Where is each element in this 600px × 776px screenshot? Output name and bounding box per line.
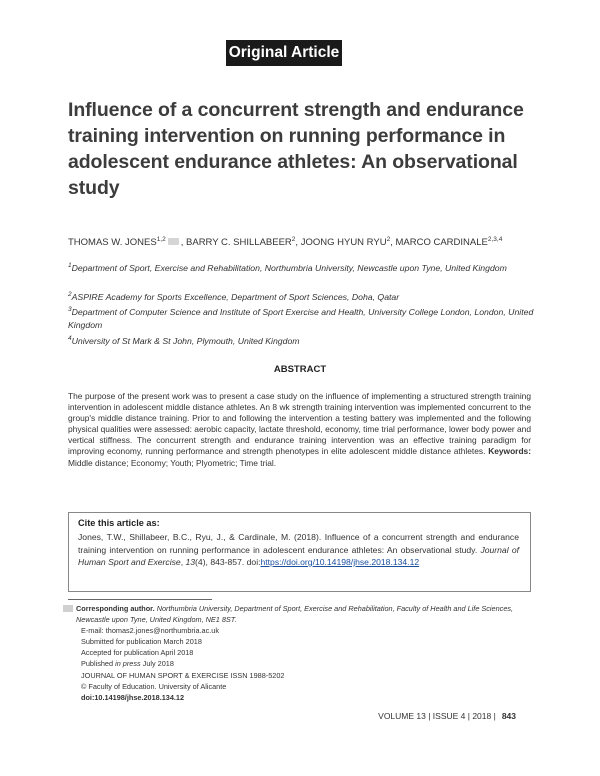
correspondence-block [76,603,532,703]
author-sep: , [390,237,396,248]
affiliation-1 [68,262,548,275]
journal-issn-line: JOURNAL OF HUMAN SPORT & EXERCISE ISSN 1988-5202 [81,670,285,680]
doi-line: doi:10.14198/jhse.2018.134.12 [81,692,185,702]
affiliation-num: 3 [68,306,72,313]
accepted-line: Accepted for publication April 2018 [81,648,194,658]
email-icon[interactable] [63,605,73,612]
footer-issue: VOLUME 13 | ISSUE 4 | 2018 | [378,711,496,721]
author-name: JOONG HYUN RYU [300,237,387,248]
keywords: Middle distance; Economy; Youth; Plyometric; Time trial. [68,457,277,468]
author-name: BARRY C. SHILLABEER [186,237,292,248]
author-sep: , [295,237,301,248]
citation-volume: 13 [185,557,196,567]
author-affiliation-sup: 2 [386,236,391,243]
citation-lead: Jones, T.W., Shillabeer, B.C., Ryu, J., & Cardinale, M. (2018). Influence of a concurrent strength and endurance training intervention on running performance in adolescent endurance athletes: An observational study. [78,532,519,555]
email-line[interactable]: E-mail: thomas2.jones@northumbria.ac.uk [81,626,219,636]
abstract-heading: ABSTRACT [273,364,327,375]
page-footer [378,711,516,721]
abstract-text: The purpose of the present work was to present a case study on the influence of implementing a structured strength training intervention in adolescent middle distance athletes. An 8 wk strength training intervention was implemented concurrent to the group's middle distance training. Prior to and following the intervention a testing battery was implemented and the following physical qualities were assessed: aerobic capacity, lactate threshold, economy, time trial performance, lower body power and vertical stiffness. The concurrent strength and endurance training intervention was an effective training paradigm for improving economy, running performance and strength phenotypes in elite adolescent middle distance athletes. [68,391,531,457]
affiliation-text: University of St Mark & St John, Plymouth, United Kingdom [71,336,300,346]
affiliation-2 [68,291,548,304]
footnote-rule [68,599,212,600]
published-in-press: in press [115,659,141,669]
published-prefix: Published [81,659,116,669]
affiliation-3 [68,306,548,332]
affiliation-4 [68,335,548,348]
affiliation-text: Department of Sport, Exercise and Rehabilitation, Northumbria University, Newcastle upon Tyne, United Kingdom [71,263,507,273]
citation-box [68,512,531,592]
published-line [76,658,532,669]
affiliation-num: 4 [68,335,72,342]
email-icon[interactable] [168,238,179,245]
author-sep: , [180,237,187,248]
article-type-badge: Original Article [226,40,342,66]
corresponding-label: Corresponding author. [76,604,155,613]
keywords-label: Keywords: [488,446,532,457]
correspondence-text: Northumbria University, Department of Sport, Exercise and Rehabilitation, Faculty of Health and Life Sciences, Newcastle upon Tyne, United Kingdom, NE1 8ST. [76,604,514,625]
author-name: MARCO CARDINALE [395,237,488,248]
published-date: July 2018 [140,659,174,669]
author-affiliation-sup: 2,3,4 [487,236,503,243]
author-affiliation-sup: 1,2 [156,236,166,243]
affiliation-text: Department of Computer Science and Institute of Sport Exercise and Health, University College London, London, United Kingdom [68,307,534,330]
author-list [68,237,548,248]
page-number: 843 [501,711,516,721]
correspondence-address [76,603,532,625]
citation-heading: Cite this article as: [78,518,160,528]
citation-journal: Journal of Human Sport and Exercise [78,544,520,567]
article-title: Influence of a concurrent strength and endurance training intervention on running performance in adolescent endurance athletes: An observational study [68,99,524,199]
submitted-line: Submitted for publication March 2018 [81,637,202,647]
abstract-body [68,391,531,469]
citation-text [78,531,519,569]
citation-vol-sep: , [180,557,186,567]
citation-rest: (4), 843-857. doi: [195,557,261,567]
affiliation-text: ASPIRE Academy for Sports Excellence, Department of Sport Sciences, Doha, Qatar [71,292,400,302]
affiliation-num: 1 [68,262,72,269]
affiliation-num: 2 [68,291,72,298]
author-affiliation-sup: 2 [291,236,296,243]
copyright-line: © Faculty of Education. University of Alicante [81,681,227,691]
author-name: THOMAS W. JONES [68,237,157,248]
doi-link[interactable]: https://doi.org/10.14198/jhse.2018.134.12 [260,557,420,567]
